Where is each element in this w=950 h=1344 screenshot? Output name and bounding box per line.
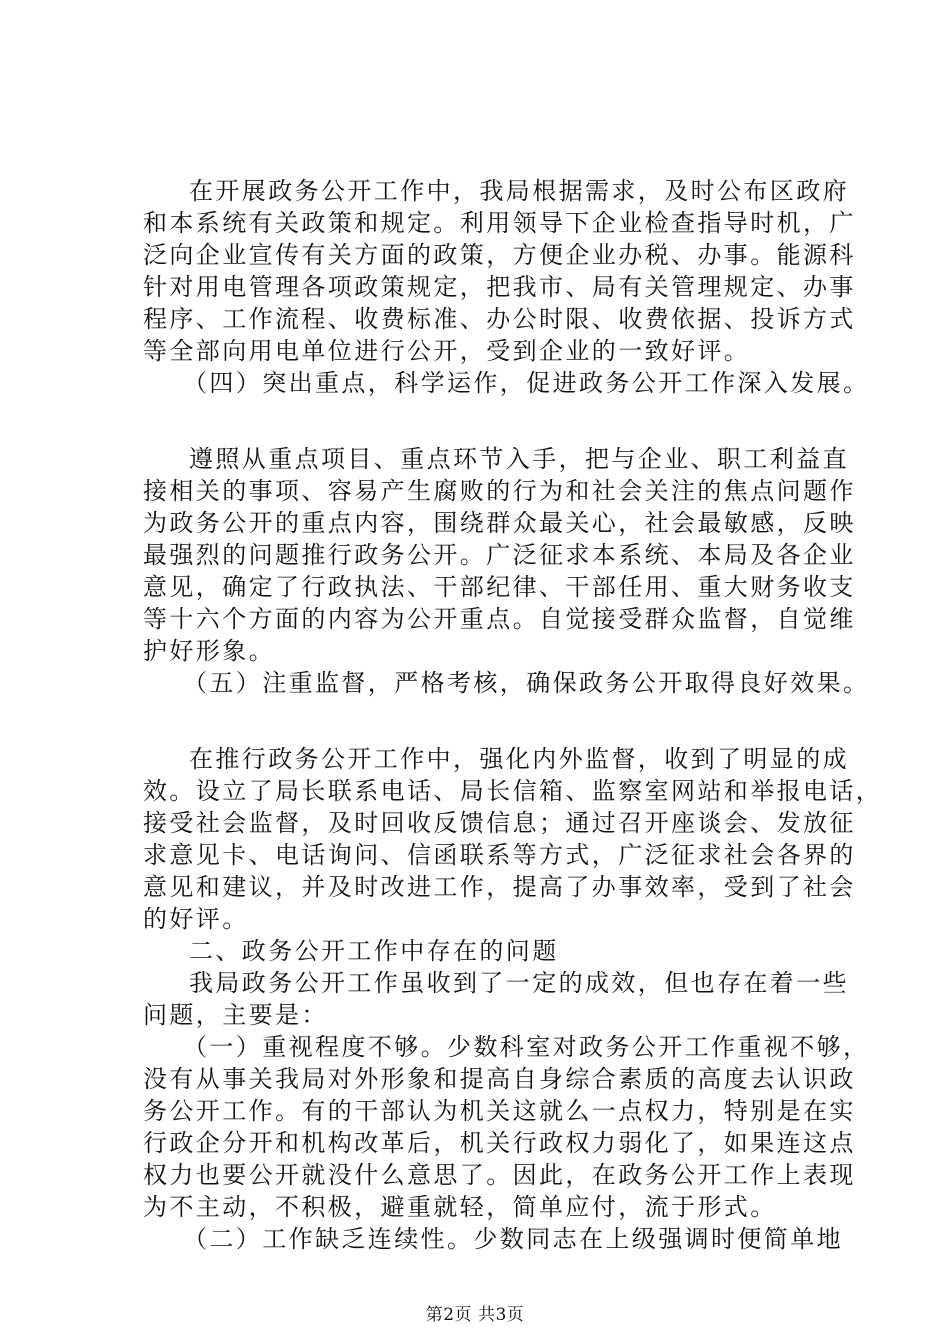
paragraph-line: 程序、工作流程、收费标准、办公时限、收费依据、投诉方式 bbox=[143, 305, 856, 333]
paragraph-line: 为政务公开的重点内容，围绕群众最关心，社会最敏感，反映 bbox=[143, 509, 856, 537]
paragraph-line: 等十六个方面的内容为公开重点。自觉接受群众监督，自觉维 bbox=[143, 605, 856, 633]
section-heading-2: 二、政务公开工作中存在的问题 bbox=[189, 937, 559, 965]
paragraph-line: 求意见卡、电话询问、信函联系等方式，广泛征求社会各界的 bbox=[143, 841, 856, 869]
paragraph-line: 在开展政务公开工作中，我局根据需求，及时公布区政府 bbox=[189, 177, 849, 205]
paragraph-line: 问题，主要是： bbox=[143, 1001, 328, 1029]
page-footer bbox=[0, 1305, 950, 1325]
paragraph-line: 泛向企业宣传有关方面的政策，方便企业办税、办事。能源科 bbox=[143, 241, 856, 269]
paragraph-line: 在推行政务公开工作中，强化内外监督，收到了明显的成 bbox=[189, 745, 849, 773]
paragraph-line: 遵照从重点项目、重点环节入手，把与企业、职工利益直 bbox=[189, 445, 849, 473]
section-heading-5: （五）注重监督，严格考核，确保政务公开取得良好效果。 bbox=[183, 669, 870, 697]
paragraph-line: 没有从事关我局对外形象和提高自身综合素质的高度去认识政 bbox=[143, 1065, 856, 1093]
paragraph-line: （一）重视程度不够。少数科室对政务公开工作重视不够， bbox=[183, 1033, 870, 1061]
paragraph-line: 等全部向用电单位进行公开，受到企业的一致好评。 bbox=[143, 337, 751, 365]
paragraph-line: 针对用电管理各项政策规定，把我市、局有关管理规定、办事 bbox=[143, 273, 856, 301]
paragraph-line: 护好形象。 bbox=[143, 637, 275, 665]
section-heading-4: （四）突出重点，科学运作，促进政务公开工作深入发展。 bbox=[183, 369, 870, 397]
paragraph-line: 接受社会监督，及时回收反馈信息；通过召开座谈会、发放征 bbox=[143, 809, 856, 837]
paragraph-line: 最强烈的问题推行政务公开。广泛征求本系统、本局及各企业 bbox=[143, 541, 856, 569]
paragraph-line: 意见和建议，并及时改进工作，提高了办事效率，受到了社会 bbox=[143, 873, 856, 901]
page-number: 第2页 共3页 bbox=[425, 1305, 525, 1325]
paragraph-line: 意见，确定了行政执法、干部纪律、干部任用、重大财务收支 bbox=[143, 573, 856, 601]
paragraph-line: 权力也要公开就没什么意思了。因此，在政务公开工作上表现 bbox=[143, 1161, 856, 1189]
paragraph-line: 接相关的事项、容易产生腐败的行为和社会关注的焦点问题作 bbox=[143, 477, 856, 505]
paragraph-line: 效。设立了局长联系电话、局长信箱、监察室网站和举报电话， bbox=[143, 777, 883, 805]
paragraph-line: 务公开工作。有的干部认为机关这就么一点权力，特别是在实 bbox=[143, 1097, 856, 1125]
paragraph-line: 我局政务公开工作虽收到了一定的成效，但也存在着一些 bbox=[189, 969, 849, 997]
paragraph-line: （二）工作缺乏连续性。少数同志在上级强调时便简单地 bbox=[183, 1225, 843, 1253]
paragraph-line: 为不主动，不积极，避重就轻，简单应付，流于形式。 bbox=[143, 1193, 777, 1221]
document-body bbox=[143, 175, 883, 1255]
paragraph-line: 的好评。 bbox=[143, 905, 249, 933]
paragraph-line: 行政企分开和机构改革后，机关行政权力弱化了，如果连这点 bbox=[143, 1129, 856, 1157]
paragraph-line: 和本系统有关政策和规定。利用领导下企业检查指导时机，广 bbox=[143, 209, 856, 237]
